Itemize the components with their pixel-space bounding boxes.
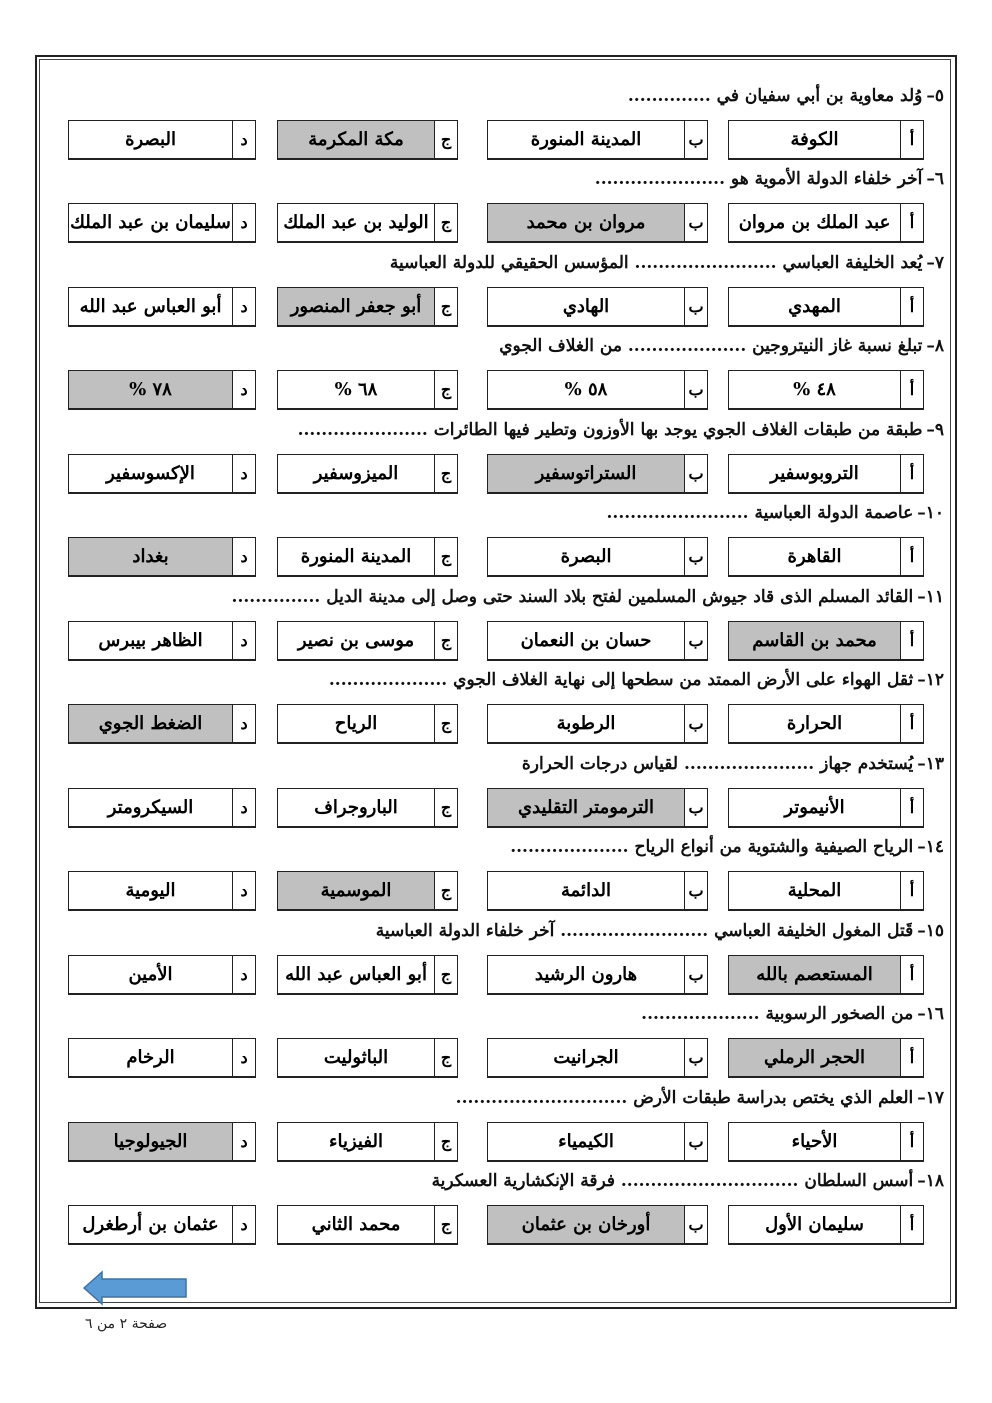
- option-letter: ب: [684, 705, 707, 742]
- option-letter: ج: [434, 705, 457, 742]
- option-text: الحجر الرملي: [729, 1039, 900, 1076]
- option-text: عثمان بن أرطغرل: [82, 1213, 219, 1235]
- option-text: الستراتوسفير: [488, 455, 684, 492]
- option-text: الأحياء: [791, 1130, 838, 1152]
- option-text: السيكرومتر: [107, 796, 194, 818]
- option-text: سليمان بن عبد الملك: [70, 212, 231, 234]
- question-text: [298, 420, 944, 440]
- previous-page-arrow-icon[interactable]: [82, 1270, 188, 1306]
- option-letter: ب: [684, 538, 707, 575]
- option-text: ٤٨ %: [793, 379, 836, 401]
- question-number: ١٢–: [917, 670, 944, 691]
- answer-option[interactable]: [487, 370, 708, 410]
- option-text: أبو جعفر المنصور: [278, 288, 434, 325]
- answer-option[interactable]: [728, 454, 924, 494]
- question-text: [432, 1171, 944, 1191]
- question-text: [232, 587, 944, 607]
- option-letter: ج: [434, 371, 457, 408]
- answer-option[interactable]: [487, 287, 708, 327]
- option-text: الجرانيت: [553, 1047, 619, 1069]
- option-text: المدينة المنورة: [530, 129, 642, 150]
- option-text: أبو العباس عبد الله: [285, 963, 427, 985]
- option-text: الموسمية: [278, 872, 434, 909]
- option-text: الرياح: [334, 713, 378, 735]
- option-text: الظاهر بيبرس: [98, 629, 203, 651]
- answer-option[interactable]: [728, 120, 924, 160]
- option-text: الوليد بن عبد الملك: [283, 212, 429, 234]
- answer-option[interactable]: [728, 1122, 924, 1162]
- option-text: ٧٨ %: [69, 371, 232, 408]
- option-letter: أ: [900, 622, 923, 659]
- question-prompt: من الصخور الرسوبية ....................: [641, 1004, 914, 1025]
- option-letter: ب: [684, 872, 707, 909]
- question-text: [641, 1004, 944, 1024]
- option-letter: ج: [434, 872, 457, 909]
- question-prompt: آخر خلفاء الدولة الأموية هو ......................: [594, 169, 923, 190]
- option-text: التروبوسفير: [770, 462, 859, 484]
- option-text: المهدي: [788, 295, 841, 317]
- option-text: بغداد: [69, 538, 232, 575]
- answer-option[interactable]: [277, 537, 458, 577]
- answer-option[interactable]: [487, 537, 708, 577]
- option-letter: أ: [900, 705, 923, 742]
- question-prompt: تبلغ نسبة غاز النيتروجين .................... من الغلاف الجوي: [499, 336, 923, 357]
- answer-option[interactable]: [68, 704, 256, 744]
- question-text: [499, 336, 944, 356]
- option-letter: د: [232, 288, 255, 325]
- question-prompt: طبقة من طبقات الغلاف الجوي يوجد بها الأوزون وتطير فيها الطائرات ......................: [297, 419, 923, 440]
- question-prompt: ثقل الهواء على الأرض الممتد من سطحها إلى نهاية الغلاف الجوي ....................: [328, 670, 914, 691]
- question-text: [510, 837, 944, 857]
- option-text: الأنيموتر: [784, 796, 845, 818]
- question-number: ١٦–: [917, 1004, 944, 1025]
- option-text: الأمين: [128, 963, 173, 985]
- question-number: ١١–: [917, 586, 944, 607]
- option-letter: ب: [684, 1039, 707, 1076]
- option-text: الكيمياء: [558, 1130, 614, 1152]
- option-letter: د: [232, 705, 255, 742]
- option-letter: د: [232, 538, 255, 575]
- answer-option[interactable]: [728, 788, 924, 828]
- question-prompt: الرياح الصيفية والشتوية من أنواع الرياح ....................: [510, 837, 914, 858]
- option-letter: ج: [434, 789, 457, 826]
- answer-option[interactable]: [728, 955, 924, 995]
- question-prompt: يُستخدم جهاز ...................... لقياس درجات الحرارة: [521, 753, 914, 774]
- question-prompt: القائد المسلم الذى قاد جيوش المسلمين لفتح بلاد السند حتى وصل إلى مدينة الديل ...............: [231, 586, 914, 607]
- option-letter: ج: [434, 288, 457, 325]
- option-text: الدائمة: [561, 880, 612, 902]
- option-letter: ب: [684, 1123, 707, 1160]
- answer-option[interactable]: [487, 871, 708, 911]
- answer-option[interactable]: [68, 454, 256, 494]
- option-text: الفيزياء: [329, 1130, 383, 1152]
- option-letter: ب: [684, 1206, 707, 1243]
- answer-option[interactable]: [277, 287, 458, 327]
- option-text: الباثوليت: [323, 1047, 389, 1069]
- option-text: الرخام: [126, 1047, 175, 1069]
- option-letter: أ: [900, 121, 923, 158]
- option-letter: أ: [900, 956, 923, 993]
- question-number: ٦–: [926, 169, 944, 190]
- answer-option[interactable]: [68, 537, 256, 577]
- answer-option[interactable]: [277, 454, 458, 494]
- option-text: أورخان بن عثمان: [488, 1206, 684, 1243]
- option-text: البصرة: [560, 546, 612, 568]
- option-letter: د: [232, 789, 255, 826]
- answer-option[interactable]: [277, 788, 458, 828]
- question-prompt: العلم الذي يختص بدراسة طبقات الأرض .............................: [455, 1087, 914, 1108]
- option-letter: د: [232, 455, 255, 492]
- option-text: البصرة: [125, 129, 176, 150]
- option-letter: ج: [434, 956, 457, 993]
- question-number: ١٥–: [917, 920, 944, 941]
- option-letter: ب: [684, 204, 707, 241]
- answer-option[interactable]: [68, 621, 256, 661]
- answer-option[interactable]: [728, 370, 924, 410]
- option-text: هارون الرشيد: [534, 963, 638, 985]
- question-text: [390, 253, 944, 273]
- option-letter: أ: [900, 1206, 923, 1243]
- answer-option[interactable]: [487, 1205, 708, 1245]
- answer-option[interactable]: [68, 1205, 256, 1245]
- answer-option[interactable]: [68, 287, 256, 327]
- answer-option[interactable]: [277, 955, 458, 995]
- option-text: الإكسوسفير: [106, 462, 195, 484]
- option-letter: د: [232, 956, 255, 993]
- option-text: القاهرة: [787, 546, 842, 568]
- option-letter: د: [232, 121, 255, 158]
- option-letter: د: [232, 872, 255, 909]
- question-number: ٥–: [926, 86, 944, 106]
- option-text: حسان بن النعمان: [520, 629, 652, 651]
- option-letter: أ: [900, 204, 923, 241]
- option-letter: ب: [684, 371, 707, 408]
- option-text: ٥٨ %: [564, 379, 608, 401]
- option-text: المستعصم بالله: [729, 956, 900, 993]
- answer-option[interactable]: [277, 370, 458, 410]
- answer-option[interactable]: [277, 1205, 458, 1245]
- question-prompt: يُعد الخليفة العباسي ........................ المؤسس الحقيقي للدولة العباسية: [389, 252, 923, 273]
- option-letter: ج: [434, 204, 457, 241]
- answer-option[interactable]: [487, 704, 708, 744]
- option-text: المحلية: [787, 880, 842, 902]
- answer-option[interactable]: [728, 704, 924, 744]
- option-letter: أ: [900, 789, 923, 826]
- option-text: أبو العباس عبد الله: [79, 295, 222, 317]
- option-text: الكوفة: [790, 129, 839, 150]
- option-letter: د: [232, 1123, 255, 1160]
- answer-option[interactable]: [728, 1205, 924, 1245]
- answer-option[interactable]: [728, 537, 924, 577]
- question-text: [607, 503, 945, 523]
- answer-option[interactable]: [68, 370, 256, 410]
- option-text: الرطوبة: [556, 713, 616, 735]
- option-text: الهادي: [562, 295, 610, 317]
- page-number: صفحة ٢ من ٦: [85, 1316, 168, 1332]
- question-number: ١٣–: [917, 753, 944, 774]
- option-letter: أ: [900, 288, 923, 325]
- answer-option[interactable]: [728, 203, 924, 243]
- option-text: موسى بن نصير: [297, 629, 415, 651]
- option-letter: أ: [900, 1039, 923, 1076]
- question-prompt: أسس السلطان .............................. فرقة الإنكشارية العسكرية: [431, 1170, 914, 1191]
- answer-option[interactable]: [68, 955, 256, 995]
- question-text: [522, 754, 944, 774]
- answer-option[interactable]: [728, 1038, 924, 1078]
- option-letter: د: [232, 1039, 255, 1076]
- option-letter: ب: [684, 121, 707, 158]
- question-number: ٧–: [926, 252, 944, 273]
- answer-option[interactable]: [728, 871, 924, 911]
- option-letter: د: [232, 204, 255, 241]
- answer-option[interactable]: [487, 454, 708, 494]
- option-text: الضغط الجوي: [69, 705, 232, 742]
- option-letter: ب: [684, 622, 707, 659]
- answer-option[interactable]: [68, 871, 256, 911]
- question-number: ١٧–: [917, 1087, 944, 1108]
- option-letter: ج: [434, 1123, 457, 1160]
- question-number: ١٨–: [917, 1170, 944, 1191]
- option-letter: ب: [684, 956, 707, 993]
- answer-option[interactable]: [487, 120, 708, 160]
- question-number: ٩–: [926, 419, 944, 440]
- answer-option[interactable]: [487, 1122, 708, 1162]
- option-letter: أ: [900, 872, 923, 909]
- answer-option[interactable]: [277, 871, 458, 911]
- option-text: اليومية: [125, 880, 176, 902]
- answer-option[interactable]: [487, 955, 708, 995]
- option-letter: د: [232, 622, 255, 659]
- answer-option[interactable]: [728, 621, 924, 661]
- answer-option[interactable]: [487, 203, 708, 243]
- question-number: ١٠–: [917, 503, 944, 524]
- option-letter: أ: [900, 371, 923, 408]
- option-letter: د: [232, 371, 255, 408]
- answer-option[interactable]: [487, 621, 708, 661]
- option-text: محمد بن القاسم: [729, 622, 900, 659]
- question-text: [628, 86, 944, 106]
- option-text: الترمومتر التقليدي: [488, 789, 684, 826]
- answer-option[interactable]: [277, 203, 458, 243]
- option-letter: ب: [684, 455, 707, 492]
- question-number: ٨–: [926, 336, 944, 357]
- option-text: المدينة المنورة: [300, 546, 412, 568]
- question-text: [456, 1088, 944, 1108]
- answer-option[interactable]: [487, 1038, 708, 1078]
- question-text: [329, 670, 944, 690]
- option-letter: د: [232, 1206, 255, 1243]
- option-letter: أ: [900, 538, 923, 575]
- option-text: ٦٨ %: [334, 379, 378, 401]
- question-prompt: قَتل المغول الخليفة العباسي ......................... آخر خلفاء الدولة العباسية: [375, 920, 914, 941]
- option-letter: أ: [900, 1123, 923, 1160]
- answer-option[interactable]: [277, 1122, 458, 1162]
- answer-option[interactable]: [68, 1122, 256, 1162]
- option-letter: ب: [684, 789, 707, 826]
- answer-option[interactable]: [277, 120, 458, 160]
- option-text: مروان بن محمد: [488, 204, 684, 241]
- option-letter: ج: [434, 121, 457, 158]
- option-letter: ج: [434, 1039, 457, 1076]
- option-letter: ج: [434, 622, 457, 659]
- question-number: ١٤–: [917, 837, 944, 858]
- question-prompt: وُلد معاوية بن أبي سفيان في ..............: [627, 86, 923, 106]
- option-text: الحرارة: [786, 713, 843, 735]
- answer-option[interactable]: [728, 287, 924, 327]
- option-text: عبد الملك بن مروان: [738, 212, 891, 234]
- question-prompt: عاصمة الدولة العباسية ........................: [606, 503, 914, 524]
- answer-option[interactable]: [277, 704, 458, 744]
- question-text: [376, 921, 944, 941]
- question-text: [595, 169, 944, 189]
- answer-option[interactable]: [487, 788, 708, 828]
- option-text: مكة المكرمة: [278, 121, 434, 158]
- answer-option[interactable]: [277, 1038, 458, 1078]
- option-text: محمد الثاني: [311, 1213, 401, 1235]
- option-letter: ب: [684, 288, 707, 325]
- option-text: سليمان الأول: [765, 1213, 864, 1235]
- option-letter: أ: [900, 455, 923, 492]
- option-text: الميزوسفير: [313, 462, 399, 484]
- answer-option[interactable]: [68, 120, 256, 160]
- option-text: الباروجراف: [314, 796, 398, 818]
- answer-option[interactable]: [277, 621, 458, 661]
- answer-option[interactable]: [68, 1038, 256, 1078]
- option-letter: ج: [434, 538, 457, 575]
- option-letter: ج: [434, 1206, 457, 1243]
- option-text: الجيولوجيا: [69, 1123, 232, 1160]
- option-letter: ج: [434, 455, 457, 492]
- answer-option[interactable]: [68, 203, 256, 243]
- answer-option[interactable]: [68, 788, 256, 828]
